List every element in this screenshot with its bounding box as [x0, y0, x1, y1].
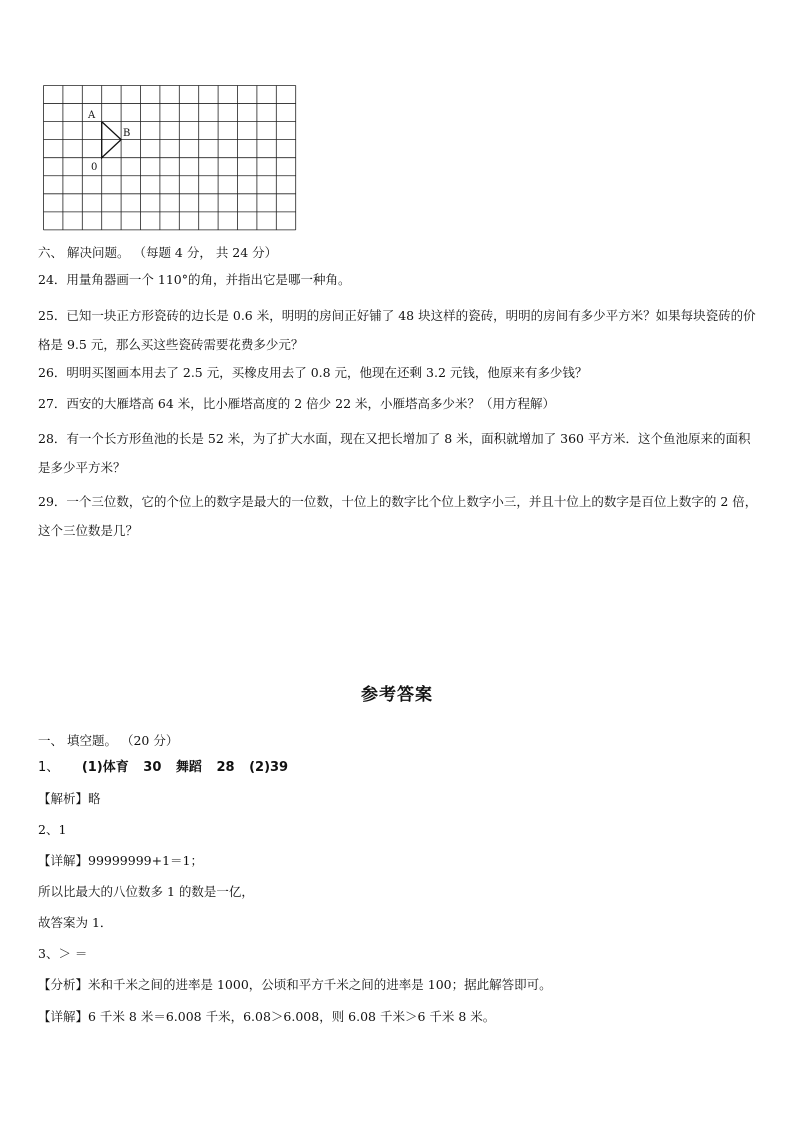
grid-lines	[44, 86, 296, 230]
section6-heading: 六、 解决问题。 （每题 4 分， 共 24 分）	[38, 245, 278, 260]
answer-1-part: 舞蹈	[175, 760, 202, 775]
answer-1-part: 28	[216, 760, 235, 775]
answer-2-detail: 【详解】99999999+1＝1；	[38, 853, 204, 868]
question-25: 25．已知一块正方形瓷砖的边长是 0.6 米，明明的房间正好铺了 48 块这样的瓷砖，明明的房间有多少平方米？如果每块瓷砖的价格是 9.5 元，那么买这些瓷砖需要花费多少元？	[38, 308, 756, 352]
angle-grid-figure	[43, 85, 298, 231]
answer-1-part: (1)体育	[81, 760, 129, 775]
answer-1-analysis: 【解析】略	[38, 791, 101, 806]
question-28: 28．有一个长方形鱼池的长是 52 米，为了扩大水面，现在又把长增加了 8 米，面积就增加了 360 平方米．这个鱼池原来的面积是多少平方米？	[38, 431, 751, 475]
answer-1	[38, 760, 298, 776]
answers-title: 参考答案	[361, 685, 433, 705]
question-29: 29．一个三位数，它的个位上的数字是最大的一位数，十位上的数字比个位上数字小三，并且十位上的数字是百位上数字的 2 倍，这个三位数是几？	[38, 494, 758, 538]
question-26: 26．明明买图画本用去了 2.5 元，买橡皮用去了 0.8 元，他现在还剩 3.2 元钱，他原来有多少钱？	[38, 365, 588, 380]
answers-section1-heading: 一、 填空题。 （20 分）	[38, 733, 179, 748]
answer-1-number: 1、	[38, 760, 60, 775]
question-24: 24．用量角器画一个 110°的角，并指出它是哪一种角。	[38, 272, 351, 287]
answer-2-explanation: 所以比最大的八位数多 1 的数是一亿，	[38, 884, 254, 899]
label-b: B	[123, 128, 131, 139]
answer-3-number: 3、＞ ＝	[38, 946, 88, 961]
answer-2-conclusion: 故答案为 1．	[38, 915, 113, 930]
label-o: 0	[91, 162, 98, 173]
question-27: 27．西安的大雁塔高 64 米，比小雁塔高度的 2 倍少 22 米，小雁塔高多少米？（用方程解）	[38, 396, 556, 411]
answer-2-number: 2、1	[38, 822, 67, 837]
answer-1-part: (2)39	[249, 760, 289, 775]
label-a: A	[88, 110, 96, 121]
answer-3-detail: 【详解】6 千米 8 米＝6.008 千米，6.08＞6.008，则 6.08 千米＞6 千米 8 米。	[38, 1009, 496, 1024]
answer-3-analysis: 【分析】米和千米之间的进率是 1000，公顷和平方千米之间的进率是 100；据此解答即可。	[38, 977, 552, 992]
answer-1-part: 30	[143, 760, 162, 775]
